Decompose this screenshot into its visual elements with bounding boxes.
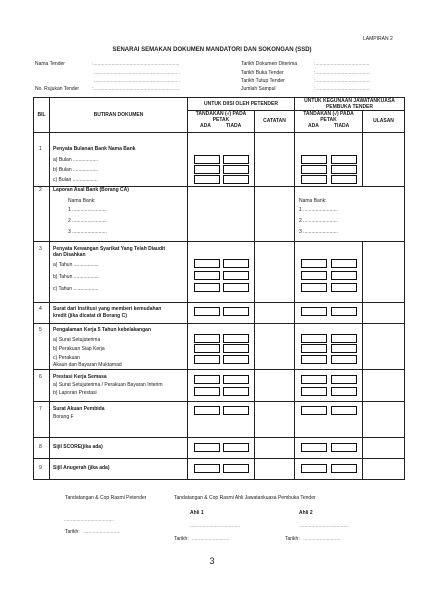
row-line-right: 2 ......................... [299,217,338,224]
ulasan-cell[interactable] [363,458,405,479]
ada-checkbox[interactable] [194,271,220,280]
header-ada-jk: ADA [308,123,319,129]
tiada-checkbox[interactable] [331,271,357,280]
tiada-checkbox[interactable] [331,375,357,384]
tiada-checkbox[interactable] [223,355,249,364]
meta-nama-tender-value: :.............................................................. [92,61,180,67]
row-line: b) Tahun .................. [53,273,99,280]
header-catatan: CATATAN [255,111,295,133]
row-no: 3 [39,245,42,252]
tiada-checkbox[interactable] [331,406,357,415]
ada-checkbox[interactable] [194,375,220,384]
table-row [34,302,405,323]
ulasan-cell[interactable] [363,369,405,401]
footer-tarikh-label-right: Tarikh: [285,536,300,542]
footer-jk-label: Tandatangan & Cop Rasmi Ahli Jawatankuasa Pembuka Tender [174,495,316,501]
footer-signature-ahli2[interactable]: .................................... [299,523,350,529]
lampiran-label: LAMPIRAN 2 [363,36,393,42]
tiada-checkbox[interactable] [223,344,249,353]
ada-checkbox[interactable] [194,344,220,353]
ada-checkbox[interactable] [194,387,220,396]
header-jawatankuasa-line2: PEMBUKA TENDER [325,104,374,110]
row-title-2: dan Disahkan [53,251,86,258]
ada-checkbox[interactable] [301,307,327,316]
catatan-cell[interactable] [255,132,295,186]
meta-tarikh-tutup-value: :....................................... [314,78,370,84]
row-line: a) Bulan .................. [53,156,99,163]
meta-tarikh-diterima-value: :....................................... [314,61,370,67]
catatan-cell[interactable] [255,186,295,241]
table-row [34,132,405,186]
meta-tarikh-tutup-label: Tarikh Tutup Tender [241,78,285,84]
tiada-checkbox[interactable] [331,355,357,364]
row-line: Akaun dan Bayaran Muktamad [53,361,122,368]
ada-checkbox[interactable] [301,175,327,184]
ulasan-cell[interactable] [363,132,405,186]
row-line: c) Tahun .................. [53,285,99,292]
tiada-checkbox[interactable] [331,464,357,473]
tiada-checkbox[interactable] [331,443,357,452]
ada-checkbox[interactable] [194,406,220,415]
catatan-cell[interactable] [255,401,295,437]
tiada-checkbox[interactable] [223,387,249,396]
tiada-checkbox[interactable] [223,283,249,292]
row-no: 4 [39,305,42,312]
catatan-cell[interactable] [255,369,295,401]
ulasan-cell[interactable] [363,437,405,458]
footer-tarikh-left[interactable]: ........................... [83,529,121,535]
tiada-checkbox[interactable] [223,375,249,384]
table-row [34,401,405,437]
header-ulasan: ULASAN [363,111,405,133]
row-line: c) Bulan .................. [53,176,98,183]
footer-ahli1: Ahli 1 [190,510,204,516]
ada-checkbox[interactable] [194,155,220,164]
tiada-checkbox[interactable] [223,165,249,174]
footer-tarikh-right[interactable]: ........................... [303,536,341,542]
header-tiada-jk: TIADA [334,123,350,129]
tiada-checkbox[interactable] [331,155,357,164]
ada-checkbox[interactable] [194,334,220,343]
ada-checkbox[interactable] [194,355,220,364]
row-title: Penyata Kewangan Syarikat Yang Telah Diaudit [53,245,166,252]
row-no: 7 [39,405,42,412]
row-title: Penyata Bulanan Bank Nama Bank [53,145,136,152]
tiada-checkbox[interactable] [331,175,357,184]
table-row [34,241,405,302]
ada-checkbox[interactable] [194,165,220,174]
catatan-cell[interactable] [255,458,295,479]
header-jawatankuasa [295,98,405,111]
row-line-right: Nama Bank: [299,197,327,204]
tandakan-jk-line1: TANDAKAN (√) PADA [303,111,354,117]
tiada-checkbox[interactable] [223,155,249,164]
meta-rujukan-label: No. Rujukan Tender [35,86,80,92]
ada-checkbox[interactable] [194,175,220,184]
catatan-cell[interactable] [255,241,295,302]
meta-rujukan-value: :.............................................................. [92,86,180,92]
row-title: Pengalaman Kerja 5 Tahun kebelakangan [53,326,151,333]
table-row [34,458,405,479]
tiada-checkbox[interactable] [223,334,249,343]
ada-checkbox[interactable] [301,283,327,292]
row-line: c) Perakuan [53,354,80,361]
footer-ahli2: Ahli 2 [299,510,313,516]
checklist-table [33,97,405,480]
ulasan-cell[interactable] [363,323,405,369]
row-title-2: kredit (jika dicatat di Borang C) [53,312,127,319]
footer-tarikh-label-mid: Tarikh: [174,536,189,542]
ulasan-cell[interactable] [363,401,405,437]
meta-jumlah-sampul-value: :....................................... [314,86,370,92]
row-line-right: 1 ......................... [299,206,338,213]
header-ada: ADA [200,123,211,129]
tiada-checkbox[interactable] [223,406,249,415]
table-row [34,369,405,401]
tiada-checkbox[interactable] [223,259,249,268]
tandakan-jk-line2: PETAK [320,117,337,123]
row-no: 9 [39,464,42,471]
ulasan-cell[interactable] [363,241,405,302]
row-title: Prestasi Kerja Semasa [53,373,107,380]
catatan-cell[interactable] [255,323,295,369]
meta-jumlah-sampul-label: Jumlah Sampul [241,86,276,92]
row-line: b) Bulan .................. [53,166,99,173]
ada-checkbox[interactable] [301,443,327,452]
row-line: Borang F [53,413,74,420]
page-number: 3 [209,556,215,566]
header-tandakan-petender [188,111,255,124]
table-row [34,437,405,458]
ada-checkbox[interactable] [301,155,327,164]
ada-checkbox[interactable] [301,406,327,415]
row-line: b) Laporan Prestasi [53,389,97,396]
footer-tarikh-mid[interactable]: ........................... [192,536,230,542]
ulasan-cell[interactable] [363,302,405,323]
header-tandakan-jk [295,111,363,124]
header-jawatankuasa-line1: UNTUK KEGUNAAN JAWATANKUASA [304,98,395,104]
ada-checkbox[interactable] [194,464,220,473]
row-line: 2 ......................... [68,217,107,224]
tiada-checkbox[interactable] [331,307,357,316]
row-line: a) Surat Setujuterima / Perakuan Bayaran Interim [53,381,163,388]
row-title: Sijil SCORE(jika ada) [53,443,103,450]
row-title: Sijil Anugerah (jika ada) [53,464,110,471]
meta-tarikh-buka-value: :....................................... [314,70,370,76]
meta-nama-tender-label: Nama Tender [35,61,65,67]
ada-checkbox[interactable] [301,334,327,343]
tiada-checkbox[interactable] [331,334,357,343]
ada-checkbox[interactable] [194,283,220,292]
row-line: 1 ......................... [68,206,107,213]
header-butiran: BUTIRAN DOKUMEN [50,98,188,133]
tiada-checkbox[interactable] [331,259,357,268]
header-tiada: TIADA [226,123,242,129]
row-title: Surat Akuan Pembida [53,405,105,412]
footer-tarikh-label-left: Tarikh: [65,529,80,535]
row-line: b) Perakuan Siap Kerja [53,345,105,352]
meta-nama-tender-line2: .............................................................. [94,70,181,76]
ada-checkbox[interactable] [194,307,220,316]
meta-nama-tender-line3: .............................................................. [94,78,181,84]
ada-checkbox[interactable] [194,443,220,452]
tiada-checkbox[interactable] [223,175,249,184]
tiada-checkbox[interactable] [331,387,357,396]
page-title: SENARAI SEMAKAN DOKUMEN MANDATORI DAN SOKONGAN (SSD) [112,47,312,53]
row-line: 3 ......................... [68,228,107,235]
ada-checkbox[interactable] [194,259,220,268]
row-title: Surat dari Institusi yang memberi kemudahan [53,305,162,312]
row-no: 5 [39,326,42,333]
table-row [34,186,405,241]
tandakan-line1: TANDAKAN (√) PADA [195,111,247,117]
tandakan-line2: PETAK [212,117,230,123]
ada-checkbox[interactable] [301,375,327,384]
tiada-checkbox[interactable] [331,344,357,353]
row-line: a) Tahun .................. [53,261,99,268]
row-line: a) Surat Setujuterima [53,336,101,343]
row-title: Laporan Asal Bank (Borang CA) [53,186,129,193]
ada-checkbox[interactable] [301,344,327,353]
header-petender: UNTUK DIISI OLEH PETENDER [188,98,295,111]
footer-petender-label: Tandatangan & Cop Rasmi Petender [65,495,147,501]
table-row [34,323,405,369]
ada-checkbox[interactable] [301,464,327,473]
footer-signature-ahli1[interactable]: .................................... [190,523,241,529]
row-no: 1 [39,145,42,152]
catatan-cell[interactable] [255,437,295,458]
ada-checkbox[interactable] [301,259,327,268]
row-no: 8 [39,443,42,450]
tiada-checkbox[interactable] [223,464,249,473]
tiada-checkbox[interactable] [223,271,249,280]
row-line: Nama Bank: [68,197,96,204]
row-no: 6 [39,373,42,380]
header-ada-tiada-petender [188,123,255,132]
tiada-checkbox[interactable] [331,283,357,292]
meta-tarikh-diterima-label: Tarikh Dokumen Diterima [241,61,298,67]
tiada-checkbox[interactable] [331,165,357,174]
catatan-cell[interactable] [255,302,295,323]
tiada-checkbox[interactable] [223,307,249,316]
tiada-checkbox[interactable] [223,443,249,452]
header-ada-tiada-jk [295,123,363,132]
ada-checkbox[interactable] [301,387,327,396]
meta-tarikh-buka-label: Tarikh Buka Tender [241,70,284,76]
row-line-right: 3 ......................... [299,228,338,235]
header-bil: BIL [34,98,50,133]
row-no: 2 [39,186,42,193]
ada-checkbox[interactable] [301,271,327,280]
ada-checkbox[interactable] [301,165,327,174]
ada-checkbox[interactable] [301,355,327,364]
footer-signature-petender[interactable]: .................................... [64,517,115,523]
